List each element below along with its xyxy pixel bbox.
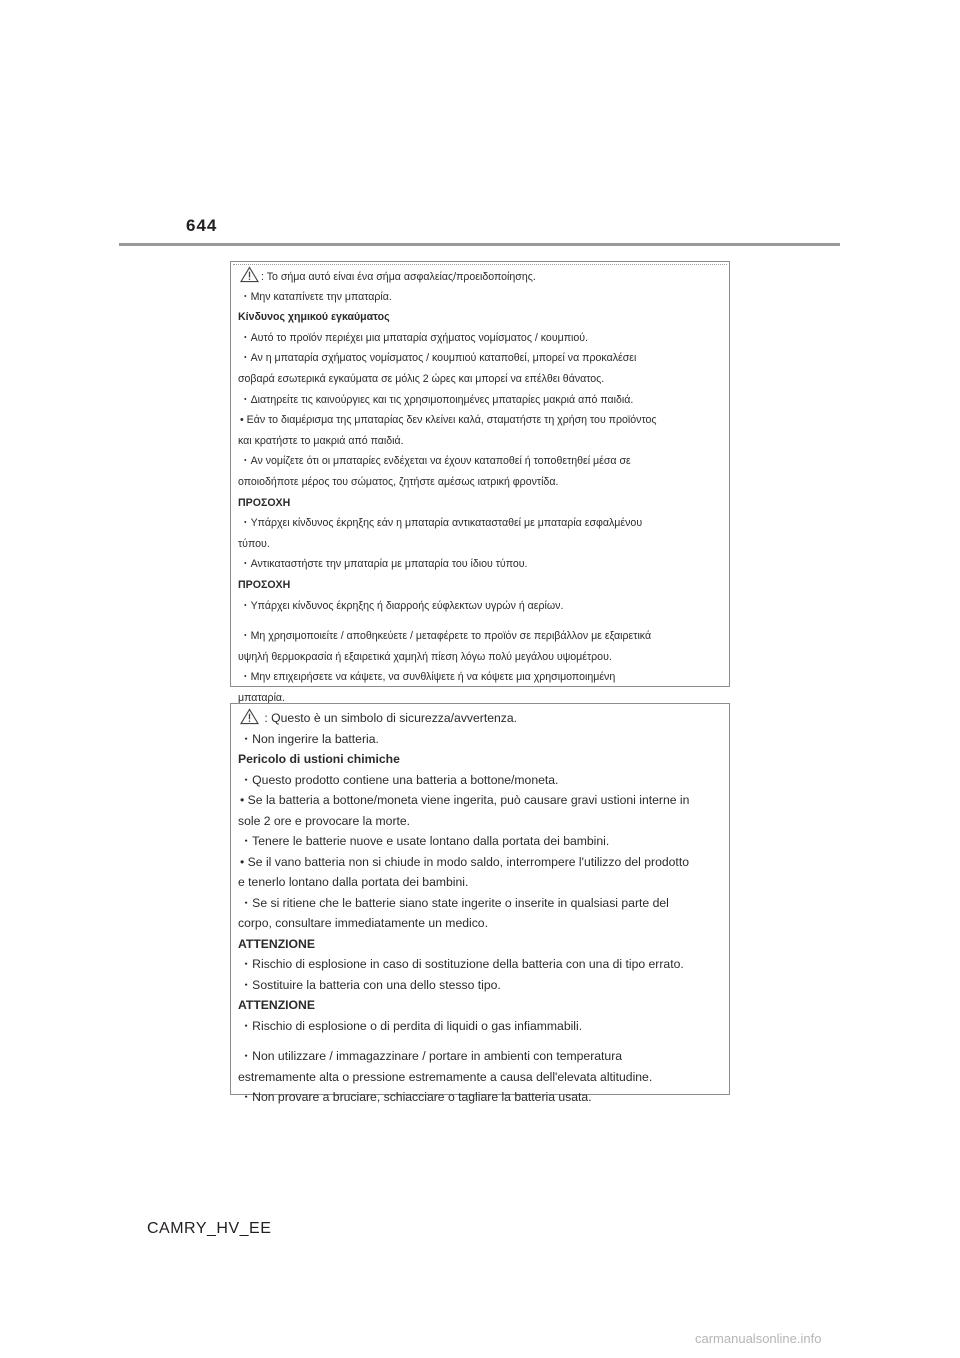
notice-line [238,790,721,811]
line-text: ΠΡΟΣΟΧΗ [238,578,291,591]
line-text: ΠΡΟΣΟΧΗ [238,496,291,509]
line-text: estremamente alta o pressione estremamente a causa dell'elevata altitudine. [238,1069,653,1084]
model-code: CAMRY_HV_EE [147,1220,272,1237]
notice-line [238,1067,721,1088]
notice-line [238,667,721,688]
line-text: σοβαρά εσωτερικά εγκαύματα σε μόλις 2 ώρες και μπορεί να επέλθει θάνατος. [238,372,605,385]
italian-safety-notice [230,703,730,1104]
line-text: e tenerlo lontano dalla portata dei bambini. [238,875,469,889]
line-text: ・Questo prodotto contiene una batteria a bottone/moneta. [240,772,559,787]
notice-line [238,431,721,452]
warning-line [238,266,721,287]
section-heading [238,995,721,1016]
line-text: sole 2 ore e provocare la morte. [238,813,411,828]
line-text: και κρατήστε το μακριά από παιδιά. [238,434,404,447]
line-text: ・Μη χρησιμοποιείτε / αποθηκεύετε / μεταφέρετε το προϊόν σε περιβάλλον με εξαιρετικά [240,630,652,643]
line-text: • Se la batteria a bottone/moneta viene ingerita, può causare gravi ustioni interne in [240,793,690,807]
spacer [238,616,721,626]
line-text: οποιοδήποτε μέρος του σώματος, ζητήστε αμέσως ιατρική φροντίδα. [238,475,559,488]
line-text: ・Υπάρχει κίνδυνος έκρηξης εάν η μπαταρία αντικατασταθεί με μπαταρία εσφαλμένου [240,517,643,530]
line-text: : Questo è un simbolo di sicurezza/avvertenza. [261,711,518,725]
line-text: ・Rischio di esplosione in caso di sostituzione della batteria con una di tipo errato. [240,957,684,971]
warning-triangle-icon [240,266,259,283]
notice-line [238,328,721,349]
line-text: • Εάν το διαμέρισμα της μπαταρίας δεν κλείνει καλά, σταματήστε τη χρήση του προϊόντος [240,414,657,427]
notice-line [238,369,721,390]
notice-line [238,975,721,996]
section-heading [238,493,721,514]
page-number: 644 [186,216,218,235]
line-text: ・Tenere le batterie nuove e usate lontano dalla portata dei bambini. [240,834,610,848]
line-text: ・Non provare a bruciare, schiacciare o tagliare la batteria usata. [240,1090,592,1104]
line-text: corpo, consultare immediatamente un medico. [238,916,488,930]
line-text: ・Μην επιχειρήσετε να κάψετε, να συνθλίψετε ή να κόψετε μια χρησιμοποιημένη [240,671,616,684]
line-text: τύπου. [238,537,270,550]
line-text: ・Sostituire la batteria con una dello stesso tipo. [240,977,501,992]
notice-line [238,513,721,534]
notice-line [238,852,721,873]
line-text: ・Non utilizzare / immagazzinare / portare in ambienti con temperatura [240,1049,623,1063]
line-text: ・Διατηρείτε τις καινούργιες και τις χρησιμοποιημένες μπαταρίες μακριά από παιδιά. [240,393,634,406]
section-heading [238,575,721,596]
notice-line [238,348,721,369]
watermark: carmanualsonline.info [695,1331,822,1346]
notice-line [238,1046,721,1067]
notice-line [238,872,721,893]
notice-line [238,287,721,308]
line-text: ・Rischio di esplosione o di perdita di liquidi o gas infiammabili. [240,1018,583,1033]
line-text: ・Αυτό το προϊόν περιέχει μια μπαταρία σχήματος νομίσματος / κουμπιού. [240,331,589,344]
line-text: ・Αν η μπαταρία σχήματος νομίσματος / κουμπιού καταποθεί, μπορεί να προκαλέσει [240,352,637,365]
notice-line [238,1087,721,1108]
line-text: ・Μην καταπίνετε την μπαταρία. [240,290,392,303]
section-heading [238,749,721,770]
notice-line [238,831,721,852]
notice-line [238,1016,721,1037]
notice-line [238,410,721,431]
warning-line [238,708,721,729]
notice-line [238,729,721,750]
notice-line [238,893,721,914]
notice-line [238,534,721,555]
line-text: Pericolo di ustioni chimiche [238,752,400,766]
notice-line [238,647,721,668]
greek-safety-notice [230,261,730,704]
spacer [238,1036,721,1046]
section-heading [238,934,721,955]
line-text: Κίνδυνος χημικού εγκαύματος [238,311,390,324]
notice-line [238,770,721,791]
line-text: : Το σήμα αυτό είναι ένα σήμα ασφαλείας/προειδοποίησης. [261,271,536,283]
line-text: υψηλή θερμοκρασία ή εξαιρετικά χαμηλή πίεση λόγω πολύ μεγάλου υψομέτρου. [238,650,612,663]
notice-line [238,596,721,617]
notice-line [238,811,721,832]
notice-line [238,390,721,411]
notice-line [238,626,721,647]
line-text: • Se il vano batteria non si chiude in modo saldo, interrompere l'utilizzo del prodotto [240,854,689,869]
section-heading [238,307,721,328]
line-text: ・Αν νομίζετε ότι οι μπαταρίες ενδέχεται να έχουν καταποθεί ή τοποθετηθεί μέσα σε [240,455,631,468]
notice-line [238,554,721,575]
notice-line [238,913,721,934]
line-text: ATTENZIONE [238,936,315,951]
line-text: ・Se si ritiene che le batterie siano state ingerite o inserite in qualsiasi parte del [240,895,669,910]
notice-line [238,472,721,493]
warning-triangle-icon [240,708,259,725]
line-text: μπαταρία. [238,691,285,704]
notice-line [238,451,721,472]
line-text: ATTENZIONE [238,998,315,1012]
notice-line [238,954,721,975]
line-text: ・Αντικαταστήστε την μπαταρία με μπαταρία του ίδιου τύπου. [240,558,528,571]
header-rule [119,243,840,246]
line-text: ・Υπάρχει κίνδυνος έκρηξης ή διαρροής εύφλεκτων υγρών ή αερίων. [240,599,564,612]
line-text: ・Non ingerire la batteria. [240,731,379,746]
